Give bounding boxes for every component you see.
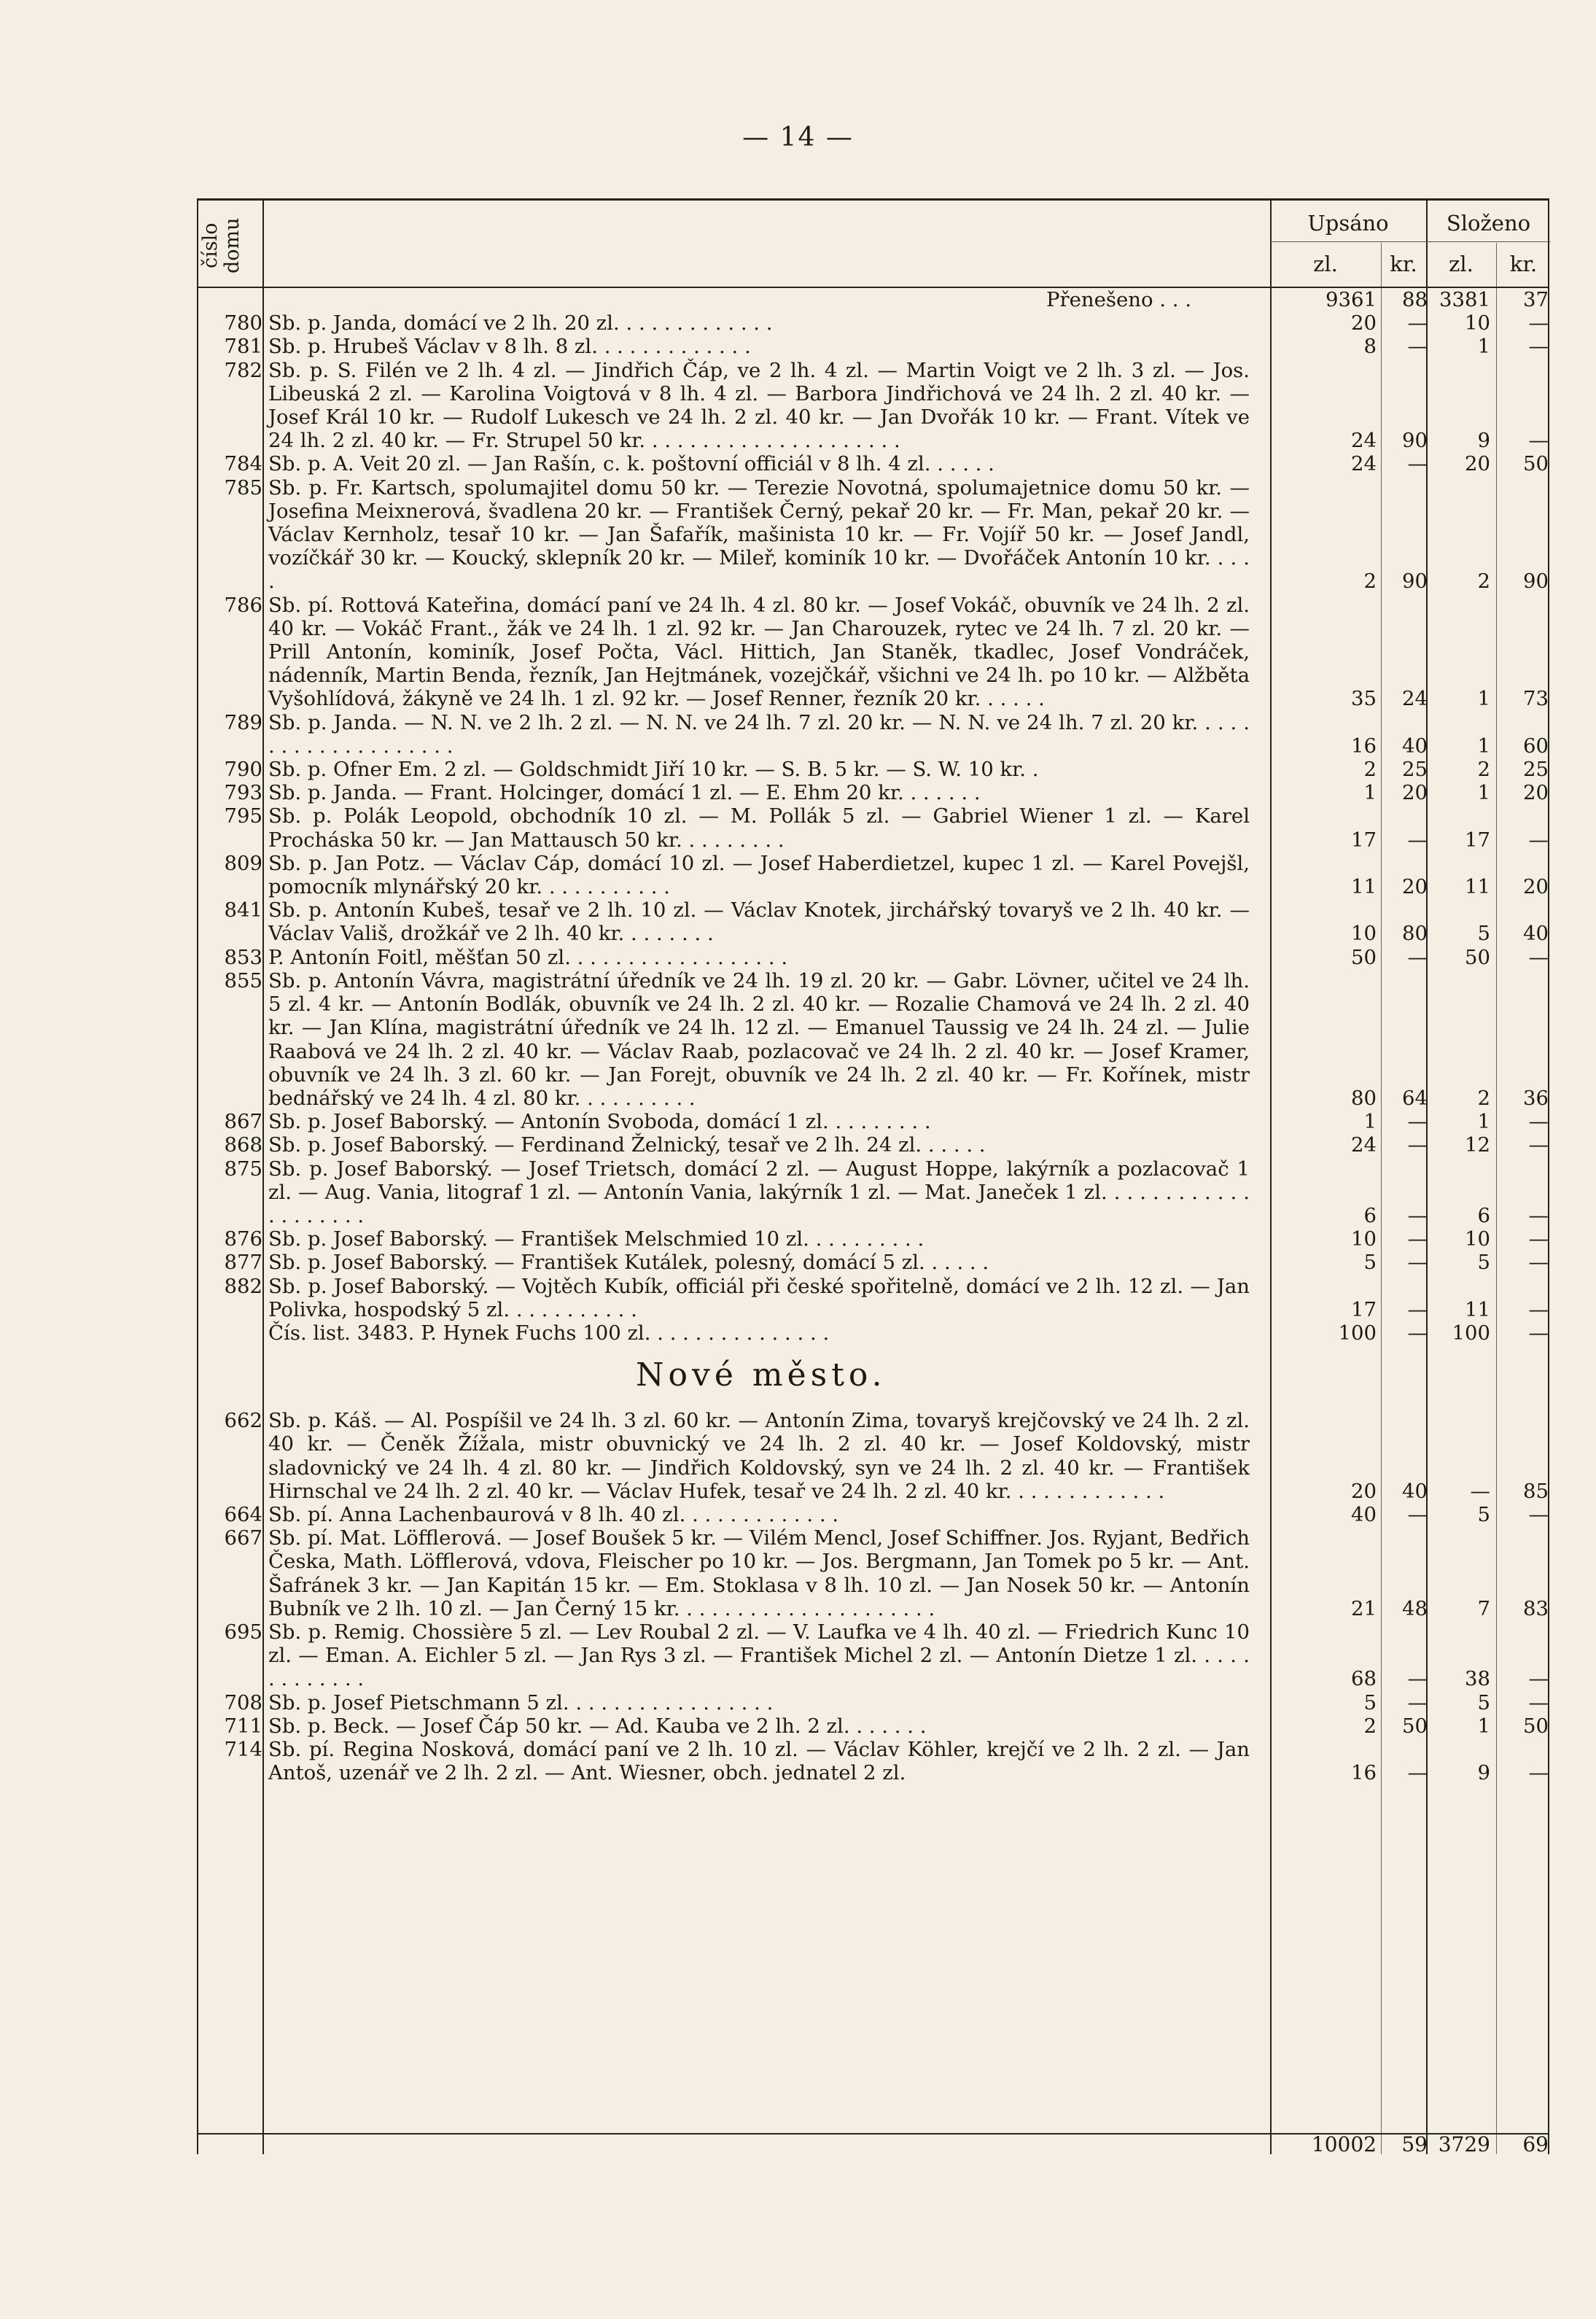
house-number: 662 <box>224 1409 262 1433</box>
entry-text: Sb. pí. Anna Lachenbaurová v 8 lh. 40 zl. . . . . . . . . . . . . <box>268 1502 839 1526</box>
house-number: 708 <box>224 1690 262 1714</box>
upsano-zl: 1 <box>1363 781 1377 805</box>
ledger-row <box>198 476 1548 594</box>
house-number: 789 <box>224 710 262 734</box>
ledger-table <box>197 198 1549 2154</box>
entry-text: Sb. p. Janda. — Frant. Holcinger, domácí 1 zl. — E. Ehm 20 kr. . . . . . . <box>268 781 981 805</box>
house-number: 877 <box>224 1251 262 1275</box>
slozeno-kr: 85 <box>1523 1479 1549 1503</box>
ledger-row <box>198 594 1548 711</box>
house-number: 781 <box>224 335 262 359</box>
upsano-kr: 64 <box>1402 1086 1428 1110</box>
upsano-kr: 25 <box>1402 758 1428 782</box>
upsano-zl: 9361 <box>1326 288 1377 311</box>
upsano-zl: 24 <box>1351 452 1377 476</box>
slozeno-kr: — <box>1528 429 1549 453</box>
upsano-kr: 48 <box>1402 1596 1428 1620</box>
upsano-kr: — <box>1407 1321 1428 1345</box>
house-number: 780 <box>224 311 262 335</box>
column-header-house-number: číslo domu <box>199 217 244 274</box>
entry-text: Sb. p. Remig. Chossière 5 zl. — Lev Roubal 2 zl. — V. Laufka ve 4 lh. 40 zl. — Friedrich Kunc 10 zl. — Eman. A. Eichler 5 zl. — Jan Rys 3 zl. — František Michel 2 zl. — Antonín Dietze 1 zl. . . . . . . . . . . . . <box>268 1620 1250 1691</box>
house-number: 882 <box>224 1274 262 1298</box>
house-number: 867 <box>224 1110 262 1134</box>
slozeno-zl: 50 <box>1465 945 1490 969</box>
upsano-zl: 24 <box>1351 429 1377 453</box>
ledger-row <box>198 1157 1548 1228</box>
ledger-row <box>198 1275 1548 1321</box>
slozeno-kr: — <box>1528 1690 1549 1714</box>
slozeno-zl: 5 <box>1477 1502 1490 1526</box>
slozeno-kr: 20 <box>1523 781 1549 805</box>
upsano-kr: — <box>1407 1297 1428 1321</box>
slozeno-zl: 10 <box>1465 311 1490 335</box>
upsano-kr: 90 <box>1402 429 1428 453</box>
upsano-zl: 20 <box>1351 311 1377 335</box>
slozeno-zl: 1 <box>1477 1110 1490 1134</box>
entry-text: Sb. p. Ofner Em. 2 zl. — Goldschmidt Jiří 10 kr. — S. B. 5 kr. — S. W. 10 kr. . <box>268 758 1039 782</box>
slozeno-zl: 5 <box>1477 1251 1490 1275</box>
entry-text: Sb. p. Josef Pietschmann 5 zl. . . . . . . . . . . . . . . . . <box>268 1690 774 1714</box>
house-number: 790 <box>224 758 262 782</box>
slozeno-kr: 60 <box>1523 734 1549 758</box>
upsano-zl: 35 <box>1351 687 1377 711</box>
column-header-slozeno-zl: zl. <box>1449 252 1474 276</box>
upsano-zl: 17 <box>1351 828 1377 852</box>
slozeno-zl: 100 <box>1452 1321 1490 1345</box>
upsano-kr: — <box>1407 1110 1428 1134</box>
ledger-row <box>198 804 1548 851</box>
upsano-zl: 11 <box>1351 875 1377 899</box>
ledger-row <box>198 946 1548 969</box>
upsano-zl: 80 <box>1351 1086 1377 1110</box>
entry-text: Sb. pí. Rottová Kateřina, domácí paní ve 24 lh. 4 zl. 80 kr. — Josef Vokáč, obuvník ve 24 lh. 2 zl. 40 kr. — Vokáč Frant., žák ve 24 lh. 1 zl. 92 kr. — Jan Charouzek, rytec ve 24 lh. 7 zl. 20 kr. — Prill Antonín, kominík, Josef Počta, Václ. Hittich, Jan Staněk, tkadlec, Josef Vondráček, nádenník, Martin Benda, řezník, Jan Hejtmánek, vozejčkář, všichni ve 24 lh. po 10 kr. — Alžběta Vyšohlídová, žákyně ve 24 lh. 1 zl. 92 kr. — Josef Renner, řezník 20 kr. . . . . . <box>268 593 1250 711</box>
entry-text: Sb. p. Josef Baborský. — František Kutálek, polesný, domácí 5 zl. . . . . . <box>268 1251 989 1275</box>
ledger-row <box>198 711 1548 758</box>
upsano-zl: 16 <box>1351 734 1377 758</box>
total-slozeno-kr: 69 <box>1522 2132 1549 2156</box>
house-number: 853 <box>224 945 262 969</box>
upsano-kr: 80 <box>1402 922 1428 946</box>
total-upsano-zl: 10002 <box>1311 2132 1377 2156</box>
ledger-row <box>198 1526 1548 1620</box>
slozeno-zl: 1 <box>1477 335 1490 359</box>
slozeno-zl: 1 <box>1477 781 1490 805</box>
slozeno-zl: 11 <box>1465 875 1490 899</box>
entry-text: Přenešeno . . . <box>1046 288 1191 311</box>
column-header-upsano-kr: kr. <box>1390 252 1417 276</box>
column-header-slozeno-kr: kr. <box>1509 252 1538 276</box>
slozeno-zl: 1 <box>1477 734 1490 758</box>
slozeno-kr: 25 <box>1523 758 1549 782</box>
slozeno-zl: 17 <box>1465 828 1490 852</box>
entry-text: Sb. pí. Mat. Löfflerová. — Josef Boušek 5 kr. — Vilém Mencl, Josef Schiffner. Jos. Ryjant, Bedřich Česka, Math. Löfflerová, vdova, Fleischer po 10 kr. — Jos. Bergmann, Jan Tomek po 5 kr. — Ant. Šafránek 3 kr. — Jan Kapitán 15 kr. — Em. Stoklasa v 8 lh. 10 zl. — Jan Nosek 50 kr. — Antonín Bubník ve 2 lh. 10 zl. — Jan Černý 15 kr. . . . . . . . . . . . . . . . . . . . . <box>268 1526 1250 1620</box>
upsano-kr: — <box>1407 828 1428 852</box>
total-slozeno-zl: 3729 <box>1438 2132 1490 2156</box>
entry-text: Sb. p. Fr. Kartsch, spolumajitel domu 50 kr. — Terezie Novotná, spolumajetnice domu 50 kr. — Josefina Meixnerová, švadlena 20 kr. — František Černý, pekař 20 kr. — Fr. Man, pekař 20 kr. — Václav Kernholz, tesař 10 kr. — Jan Šafařík, mašinista 10 kr. — Fr. Vojíř 50 kr. — Josef Jandl, vozíčkář 30 kr. — Koucký, sklepník 20 kr. — Mileř, kominík 10 kr. — Dvořáček Antonín 10 kr. . . . . <box>268 475 1250 594</box>
column-header-slozeno: Složeno <box>1446 211 1531 236</box>
slozeno-kr: 90 <box>1523 570 1549 594</box>
slozeno-zl: — <box>1470 1479 1490 1503</box>
ledger-row <box>198 758 1548 781</box>
entry-text: Sb. pí. Regina Nosková, domácí paní ve 2 lh. 10 zl. — Václav Köhler, krejčí ve 2 lh. 2 zl. — Jan Antoš, uzenář ve 2 lh. 2 zl. — Ant. Wiesner, obch. jednatel 2 zl. <box>268 1737 1250 1785</box>
slozeno-kr: 50 <box>1523 1714 1549 1738</box>
slozeno-kr: — <box>1528 1297 1549 1321</box>
slozeno-zl: 1 <box>1477 1714 1490 1738</box>
ledger-group-stare-mesto <box>198 288 1548 1345</box>
slozeno-zl: 2 <box>1477 1086 1490 1110</box>
upsano-zl: 40 <box>1351 1502 1377 1526</box>
upsano-kr: 40 <box>1402 1479 1428 1503</box>
upsano-zl: 5 <box>1363 1690 1377 1714</box>
upsano-zl: 10 <box>1351 1227 1377 1251</box>
slozeno-zl: 12 <box>1465 1133 1490 1157</box>
entry-text: Sb. p. Janda. — N. N. ve 2 lh. 2 zl. — N. N. ve 24 lh. 7 zl. 20 kr. — N. N. ve 24 lh. 7 zl. 20 kr. . . . . . . . . . . . . . . . . . . . <box>268 710 1250 758</box>
upsano-kr: 20 <box>1402 875 1428 899</box>
entry-text: Sb. p. Hrubeš Václav v 8 lh. 8 zl. . . . . . . . . . . . . <box>268 335 751 359</box>
house-number: 793 <box>224 781 262 805</box>
upsano-zl: 2 <box>1363 570 1377 594</box>
ledger-row <box>198 1110 1548 1133</box>
ledger-row <box>198 1620 1548 1691</box>
upsano-zl: 10 <box>1351 922 1377 946</box>
ledger-row <box>198 781 1548 804</box>
slozeno-kr: — <box>1528 1321 1549 1345</box>
ledger-group-nove-mesto <box>198 1409 1548 1784</box>
slozeno-kr: — <box>1528 1203 1549 1227</box>
slozeno-kr: — <box>1528 1667 1549 1691</box>
ledger-row <box>198 1321 1548 1345</box>
slozeno-zl: 3381 <box>1439 288 1490 311</box>
house-number: 809 <box>224 851 262 875</box>
entry-text: Sb. p. Jan Potz. — Václav Cáp, domácí 10 zl. — Josef Haberdietzel, kupec 1 zl. — Karel Povejšl, pomocník mlynářský 20 kr. . . . . . . . . . . <box>268 851 1250 899</box>
entry-text: Sb. p. A. Veit 20 zl. — Jan Rašín, c. k. poštovní officiál v 8 lh. 4 zl. . . . . . <box>268 452 994 476</box>
upsano-zl: 8 <box>1363 335 1377 359</box>
slozeno-zl: 11 <box>1465 1297 1490 1321</box>
upsano-zl: 6 <box>1363 1203 1377 1227</box>
entry-text: Čís. list. 3483. P. Hynek Fuchs 100 zl. . . . . . . . . . . . . . . <box>268 1321 830 1345</box>
upsano-kr: 20 <box>1402 781 1428 805</box>
entry-text: Sb. p. Josef Baborský. — Antonín Svoboda, domácí 1 zl. . . . . . . . . <box>268 1110 931 1134</box>
upsano-zl: 21 <box>1351 1596 1377 1620</box>
upsano-kr: — <box>1407 452 1428 476</box>
slozeno-zl: 9 <box>1477 1761 1490 1785</box>
slozeno-kr: 40 <box>1523 922 1549 946</box>
upsano-kr: — <box>1407 1667 1428 1691</box>
ledger-row <box>198 1738 1548 1784</box>
entry-text: Sb. p. S. Filén ve 2 lh. 4 zl. — Jindřich Čáp, ve 2 lh. 4 zl. — Martin Voigt ve 2 lh. 3 zl. — Jos. Libeuská 2 zl. — Karolina Voigtová v 8 lh. 4 zl. — Barbora Jindřichová ve 24 lh. 2 zl. 40 kr. — Josef Král 10 kr. — Rudolf Lukesch ve 24 lh. 2 zl. 40 kr. — Jan Dvořák 10 kr. — Frant. Vítek ve 24 lh. 2 zl. 40 kr. — Fr. Strupel 50 kr. . . . . . . . . . . . . . . . . . . . . <box>268 358 1250 453</box>
upsano-kr: — <box>1407 1251 1428 1275</box>
slozeno-zl: 9 <box>1477 429 1490 453</box>
ledger-row <box>198 1691 1548 1714</box>
upsano-zl: 20 <box>1351 1479 1377 1503</box>
slozeno-zl: 6 <box>1477 1203 1490 1227</box>
house-number: 714 <box>224 1737 262 1761</box>
upsano-zl: 50 <box>1351 945 1377 969</box>
entry-text: Sb. p. Josef Baborský. — Ferdinand Želnický, tesař ve 2 lh. 24 zl. . . . . . <box>268 1133 986 1157</box>
house-number: 795 <box>224 804 262 828</box>
ledger-row <box>198 969 1548 1110</box>
header-subrule <box>1270 241 1551 242</box>
house-number: 667 <box>224 1526 262 1550</box>
upsano-kr: — <box>1407 1227 1428 1251</box>
slozeno-kr: 50 <box>1523 452 1549 476</box>
house-number: 868 <box>224 1133 262 1157</box>
slozeno-kr: — <box>1528 945 1549 969</box>
slozeno-zl: 38 <box>1465 1667 1490 1691</box>
entry-text: Sb. p. Josef Baborský. — Josef Trietsch, domácí 2 zl. — August Hoppe, lakýrník a pozlacovač 1 zl. — Aug. Vania, litograf 1 zl. — Antonín Vania, lakýrník 1 zl. — Mat. Janeček 1 zl. . . . . . . . . . . . . . . . . . . . <box>268 1157 1250 1227</box>
slozeno-kr: — <box>1528 311 1549 335</box>
ledger-rows <box>198 288 1548 1784</box>
entry-text: Sb. p. Polák Leopold, obchodník 10 zl. — M. Pollák 5 zl. — Gabriel Wiener 1 zl. — Karel Procháska 50 kr. — Jan Mattausch 50 kr. . . . . . . . . <box>268 804 1250 852</box>
slozeno-kr: — <box>1528 1133 1549 1157</box>
upsano-zl: 2 <box>1363 758 1377 782</box>
upsano-kr: 50 <box>1402 1714 1428 1738</box>
ledger-row <box>198 1409 1548 1503</box>
house-number: 664 <box>224 1502 262 1526</box>
ledger-row <box>198 335 1548 358</box>
slozeno-kr: 83 <box>1523 1596 1549 1620</box>
slozeno-zl: 1 <box>1477 687 1490 711</box>
upsano-zl: 100 <box>1338 1321 1377 1345</box>
slozeno-zl: 5 <box>1477 922 1490 946</box>
entry-text: Sb. p. Josef Baborský. — František Melschmied 10 zl. . . . . . . . . . <box>268 1227 924 1251</box>
house-number: 786 <box>224 593 262 617</box>
entry-text: Sb. p. Beck. — Josef Čáp 50 kr. — Ad. Kauba ve 2 lh. 2 zl. . . . . . . <box>268 1714 927 1738</box>
slozeno-kr: — <box>1528 828 1549 852</box>
entry-text: P. Antonín Foitl, měšťan 50 zl. . . . . . . . . . . . . . . . . . <box>268 945 788 969</box>
ledger-row <box>198 1714 1548 1738</box>
entry-text: Sb. p. Josef Baborský. — Vojtěch Kubík, officiál při české spořitelně, domácí ve 2 lh. 12 zl. — Jan Polivka, hospodský 5 zl. . . . . . . . . . . <box>268 1274 1250 1321</box>
ledger-row <box>198 1227 1548 1251</box>
upsano-zl: 68 <box>1351 1667 1377 1691</box>
upsano-zl: 17 <box>1351 1297 1377 1321</box>
ledger-row <box>198 288 1548 311</box>
slozeno-zl: 10 <box>1465 1227 1490 1251</box>
upsano-kr: — <box>1407 1133 1428 1157</box>
house-number: 876 <box>224 1227 262 1251</box>
ledger-row <box>198 1503 1548 1526</box>
slozeno-kr: 73 <box>1523 687 1549 711</box>
entry-text: Sb. p. Janda, domácí ve 2 lh. 20 zl. . . . . . . . . . . . . <box>268 311 773 335</box>
upsano-kr: 90 <box>1402 570 1428 594</box>
upsano-zl: 16 <box>1351 1761 1377 1785</box>
ledger-row <box>198 359 1548 453</box>
upsano-kr: — <box>1407 1203 1428 1227</box>
slozeno-kr: 37 <box>1523 288 1549 311</box>
slozeno-kr: — <box>1528 1251 1549 1275</box>
house-number: 855 <box>224 968 262 993</box>
ledger-row <box>198 311 1548 335</box>
upsano-kr: — <box>1407 1502 1428 1526</box>
section-heading: Nové město. <box>636 1356 887 1394</box>
slozeno-kr: — <box>1528 1110 1549 1134</box>
page-number: — 14 — <box>742 123 854 152</box>
entry-text: Sb. p. Antonín Kubeš, tesař ve 2 lh. 10 zl. — Václav Knotek, jirchářský tovaryš ve 2 lh. 40 kr. — Václav Vališ, drožkář ve 2 lh. 40 kr. . . . . . . . <box>268 898 1250 946</box>
column-header-upsano-zl: zl. <box>1313 252 1338 276</box>
upsano-kr: 88 <box>1402 288 1428 311</box>
totals-row <box>198 2132 1549 2156</box>
upsano-kr: 24 <box>1402 687 1428 711</box>
ledger-row <box>198 452 1548 475</box>
house-number: 875 <box>224 1157 262 1181</box>
upsano-kr: — <box>1407 945 1428 969</box>
upsano-kr: — <box>1407 1690 1428 1714</box>
slozeno-kr: 20 <box>1523 875 1549 899</box>
entry-text: Sb. p. Antonín Vávra, magistrátní úředník ve 24 lh. 19 zl. 20 kr. — Gabr. Lövner, učitel ve 24 lh. 5 zl. 4 kr. — Antonín Bodlák, obuvník ve 24 lh. 2 zl. 40 kr. — Rozalie Chamová ve 24 lh. 2 zl. 40 kr. — Jan Klína, magistrátní úředník ve 24 lh. 12 zl. — Emanuel Taussig ve 24 lh. 24 zl. — Julie Raabová ve 24 lh. 2 zl. 40 kr. — Václav Raab, pozlacovač ve 24 lh. 2 zl. 40 kr. — Josef Kramer, obuvník ve 24 lh. 3 zl. 60 kr. — Jan Forejt, obuvník ve 24 lh. 2 zl. 40 kr. — Fr. Kořínek, mistr bednářský ve 24 lh. 4 zl. 80 kr. . . . . . . . . . <box>268 968 1250 1110</box>
slozeno-zl: 2 <box>1477 758 1490 782</box>
slozeno-kr: — <box>1528 1227 1549 1251</box>
house-number: 695 <box>224 1620 262 1644</box>
upsano-zl: 2 <box>1363 1714 1377 1738</box>
house-number: 782 <box>224 358 262 382</box>
slozeno-zl: 7 <box>1477 1596 1490 1620</box>
slozeno-kr: — <box>1528 335 1549 359</box>
column-header-upsano: Upsáno <box>1307 211 1389 236</box>
ledger-row <box>198 1251 1548 1274</box>
upsano-zl: 5 <box>1363 1251 1377 1275</box>
upsano-zl: 24 <box>1351 1133 1377 1157</box>
house-number: 841 <box>224 898 262 922</box>
slozeno-kr: 36 <box>1523 1086 1549 1110</box>
upsano-zl: 1 <box>1363 1110 1377 1134</box>
house-number: 784 <box>224 452 262 476</box>
slozeno-kr: — <box>1528 1502 1549 1526</box>
slozeno-zl: 2 <box>1477 570 1490 594</box>
slozeno-kr: — <box>1528 1761 1549 1785</box>
ledger-row <box>198 898 1548 945</box>
upsano-kr: — <box>1407 335 1428 359</box>
slozeno-zl: 5 <box>1477 1690 1490 1714</box>
entry-text: Sb. p. Káš. — Al. Pospíšil ve 24 lh. 3 zl. 60 kr. — Antonín Zima, tovaryš krejčovský ve 24 lh. 2 zl. 40 kr. — Čeněk Žížala, mistr obuvnický ve 24 lh. 2 zl. 40 kr. — Josef Koldovský, mistr sladovnický ve 24 lh. 4 zl. 80 kr. — Jindřich Koldovský, syn ve 24 lh. 2 zl. 40 kr. — František Hirnschal ve 24 lh. 2 zl. 40 kr. — Václav Hufek, tesař ve 24 lh. 2 zl. 40 kr. . . . . . . . . . . . . <box>268 1409 1250 1503</box>
ledger-row <box>198 852 1548 898</box>
slozeno-zl: 20 <box>1465 452 1490 476</box>
total-upsano-kr: 59 <box>1401 2132 1428 2156</box>
upsano-kr: — <box>1407 1761 1428 1785</box>
ledger-row <box>198 1133 1548 1157</box>
upsano-kr: 40 <box>1402 734 1428 758</box>
house-number: 785 <box>224 475 262 500</box>
house-number: 711 <box>224 1714 262 1738</box>
upsano-kr: — <box>1407 311 1428 335</box>
